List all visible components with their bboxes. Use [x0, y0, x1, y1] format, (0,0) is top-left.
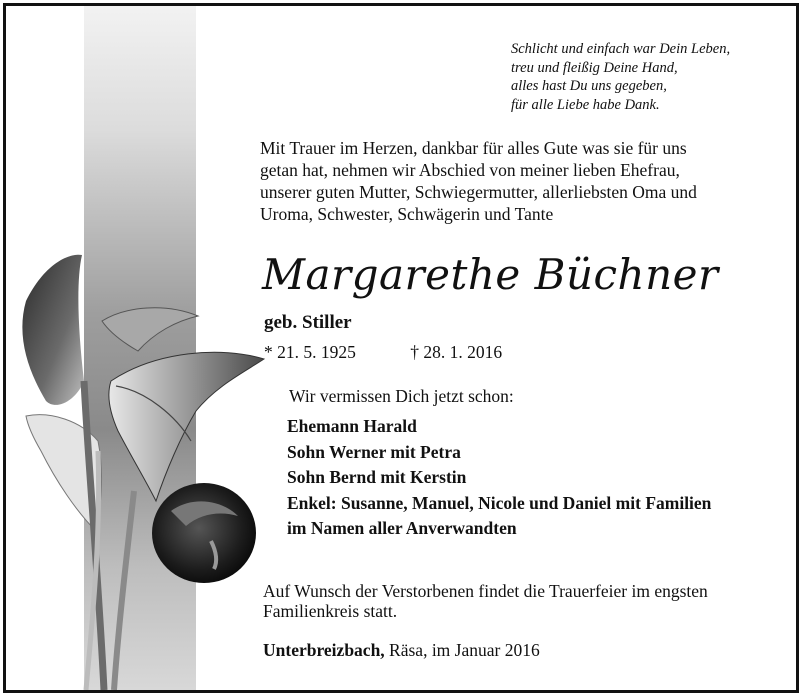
town-name: Unterbreizbach, — [263, 640, 385, 660]
intro-line: unserer guten Mutter, Schwiegermutter, allerliebsten Oma und — [260, 182, 697, 202]
notice-line: Familienkreis statt. — [263, 601, 398, 621]
obituary-notice — [3, 3, 799, 693]
mourners-list — [287, 414, 711, 542]
funeral-notice — [263, 581, 708, 621]
poem-line: treu und fleißig Deine Hand, — [511, 59, 678, 76]
calla-lily-image — [6, 241, 276, 690]
death-date: † 28. 1. 2016 — [410, 342, 503, 362]
poem-line: Schlicht und einfach war Dein Leben, — [511, 41, 731, 57]
deceased-name: Margarethe Büchner — [262, 250, 719, 299]
mourner-line: im Namen aller Anverwandten — [287, 518, 517, 538]
intro-line: getan hat, nehmen wir Abschied von meiner lieben Ehefrau, — [260, 160, 680, 180]
poem-line: für alle Liebe habe Dank. — [511, 96, 660, 113]
mourners-intro: Wir vermissen Dich jetzt schon: — [289, 386, 514, 406]
intro-line: Uroma, Schwester, Schwägerin und Tante — [260, 204, 554, 224]
mourner-line: Enkel: Susanne, Manuel, Nicole und Daniel mit Familien — [287, 492, 712, 513]
poem — [511, 40, 791, 114]
life-dates — [264, 342, 502, 363]
intro-text — [260, 137, 760, 225]
born-name: geb. Stiller — [264, 312, 352, 333]
birth-date: * 21. 5. 1925 — [264, 342, 356, 362]
place-date-rest: Räsa, im Januar 2016 — [384, 640, 540, 660]
intro-line: Mit Trauer im Herzen, dankbar für alles Gute was sie für uns — [260, 138, 687, 158]
notice-line: Auf Wunsch der Verstorbenen findet die Trauerfeier im engsten — [263, 581, 708, 601]
poem-line: alles hast Du uns gegeben, — [511, 78, 667, 94]
place-and-date — [263, 640, 540, 661]
mourner-line: Ehemann Harald — [287, 416, 417, 436]
mourner-line: Sohn Bernd mit Kerstin — [287, 467, 467, 487]
mourner-line: Sohn Werner mit Petra — [287, 441, 461, 462]
